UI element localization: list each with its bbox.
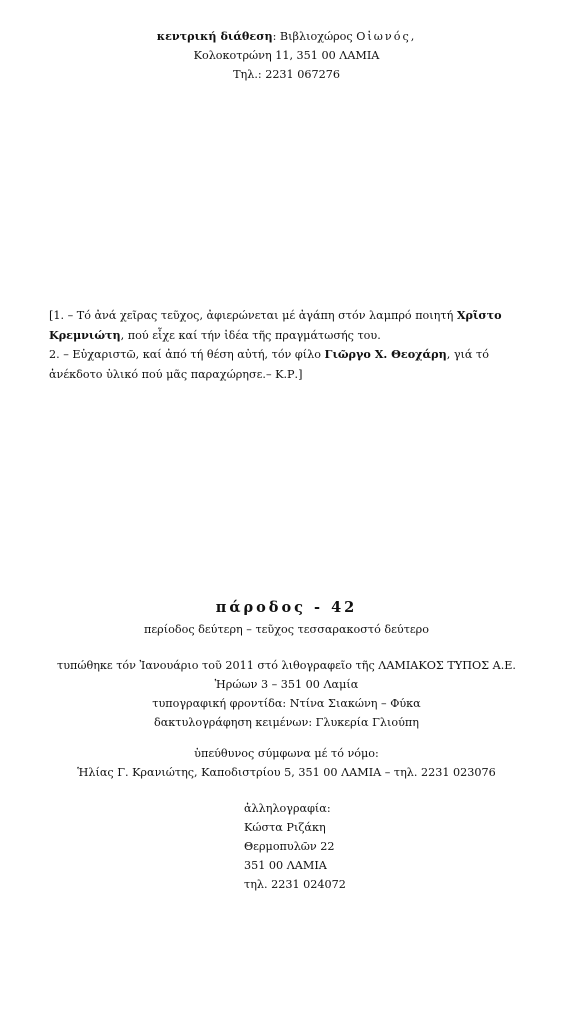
dedication-text-2: 2. – Εὐχαριστῶ, καί ἀπό τή θέση αὐτή, τόν φίλο	[49, 348, 325, 361]
dedication-paragraph-1	[49, 306, 529, 345]
friend-name: Γιῶργο Χ. Θεοχάρη	[324, 347, 447, 361]
dedication-note	[49, 306, 529, 384]
dedication-paragraph-2	[49, 345, 529, 384]
distribution-label: κεντρική διάθεση	[156, 29, 273, 43]
printer-address: Ἡρώων 3 – 351 00 Λαμία	[214, 678, 359, 691]
dedication-tail-2b: ἀνέκδοτο ὑλικό πού μᾶς παραχώρησε.– Κ.Ρ.]	[49, 367, 303, 381]
correspondence-phone: τηλ. 2231 024072	[244, 878, 346, 891]
colophon-title: πάροδος - 42	[215, 599, 358, 616]
poet-name-last: Κρεμνιώτη	[49, 327, 121, 342]
dedication-text-1: [1. – Τό ἀνά χεῖρας τεῦχος, ἀφιερώνεται μέ ἀγάπη στόν λαμπρό ποιητή	[49, 309, 457, 322]
distribution-block	[0, 27, 573, 84]
distribution-phone: Τηλ.: 2231 067276	[233, 68, 340, 81]
correspondence-block	[244, 799, 346, 894]
distribution-line	[0, 27, 573, 46]
printing-credits	[0, 656, 573, 732]
bookstore-name-spaced: Οἰωνός,	[356, 30, 417, 43]
bookstore-name: Βιβλιοχώρος	[279, 30, 353, 43]
distribution-address: Κολοκοτρώνη 11, 351 00 ΛΑΜΙΑ	[193, 49, 380, 62]
dedication-tail-2a: , γιά τό	[446, 348, 489, 361]
responsible-person: Ἡλίας Γ. Κρανιώτης, Καποδιστρίου 5, 351 00 ΛΑΜΙΑ – τηλ. 2231 023076	[77, 766, 496, 779]
correspondence-label: ἀλληλογραφία:	[244, 802, 331, 815]
responsible-block	[0, 744, 573, 782]
responsible-label: ὑπεύθυνος σύμφωνα μέ τό νόμο:	[194, 747, 379, 760]
typing-credit: δακτυλογράφηση κειμένων: Γλυκερία Γλιούπη	[154, 716, 419, 729]
distribution-separator: :	[272, 30, 280, 43]
printed-line: τυπώθηκε τόν Ἰανουάριο τοῦ 2011 στό λιθογραφεῖο τῆς ΛΑΜΙΑΚΟΣ ΤΥΠΟΣ Α.Ε.	[57, 659, 516, 672]
correspondence-name: Κώστα Ριζάκη	[244, 821, 326, 834]
colophon-subtitle: περίοδος δεύτερη – τεῦχος τεσσαρακοστό δεύτερο	[144, 623, 429, 636]
dedication-tail-1: , πού εἶχε καί τήν ἰδέα τῆς πραγμάτωσής του.	[120, 328, 381, 342]
typography-credit: τυπογραφική φροντίδα: Ντίνα Σιακώνη – Φύκα	[152, 697, 421, 710]
correspondence-street: Θερμοπυλῶν 22	[244, 840, 335, 853]
correspondence-city: 351 00 ΛΑΜΙΑ	[244, 859, 327, 872]
poet-name-first: Χρῖστο	[456, 308, 502, 322]
